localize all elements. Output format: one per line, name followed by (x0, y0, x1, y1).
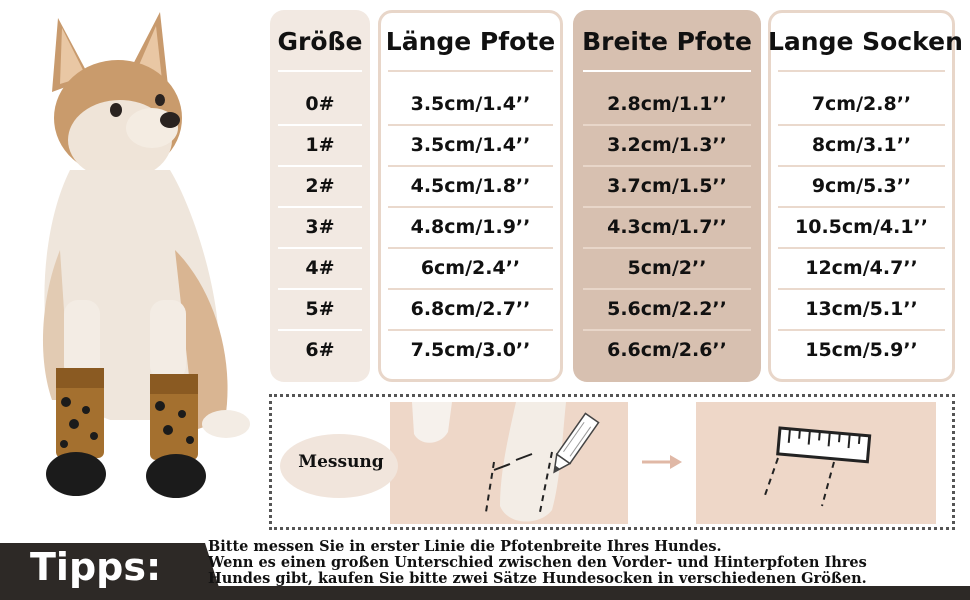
table-cell-length: 6cm/2.4’’ (420, 257, 521, 279)
table-cell-length: 6.8cm/2.7’’ (410, 298, 531, 320)
table-cell-size: 0# (305, 93, 335, 115)
table-cell-sock: 7cm/2.8’’ (811, 93, 912, 115)
dog-eye-right (155, 94, 165, 106)
header-paw-width: Breite Pfote (582, 27, 752, 56)
bottom-rule (200, 586, 970, 600)
dog-photo (0, 0, 265, 510)
divider (778, 70, 945, 72)
measurement-label: Messung (298, 452, 384, 472)
table-cell-width: 3.7cm/1.5’’ (607, 175, 727, 197)
header-size: Größe (277, 27, 363, 56)
divider (278, 70, 362, 72)
table-cell-width: 4.3cm/1.7’’ (607, 216, 727, 238)
sock-left-icon (56, 368, 104, 458)
dog-illustration (0, 0, 265, 510)
table-cell-size: 2# (305, 175, 335, 197)
header-sock-length: Lange Socken (768, 27, 963, 56)
dog-eye-left (110, 103, 122, 117)
table-cell-sock: 10.5cm/4.1’’ (795, 216, 928, 238)
table-cell-sock: 12cm/4.7’’ (805, 257, 918, 279)
table-cell-width: 5.6cm/2.2’’ (607, 298, 727, 320)
table-cell-width: 2.8cm/1.1’’ (607, 93, 727, 115)
boot-left-icon (46, 452, 106, 496)
table-cell-sock: 15cm/5.9’’ (805, 339, 918, 361)
table-cell-width: 3.2cm/1.3’’ (607, 134, 727, 156)
ruler-measure-image (696, 402, 936, 524)
table-cell-size: 4# (305, 257, 335, 279)
header-paw-length: Länge Pfote (385, 27, 556, 56)
tip-line-3: Hundes gibt, kaufen Sie bitte zwei Sätze Hundesocken in verschiedenen Größen. (208, 570, 867, 587)
table-cell-length: 4.8cm/1.9’’ (410, 216, 531, 238)
dog-nose (160, 112, 180, 128)
divider (388, 70, 553, 72)
tips-title: Tipps: (30, 545, 162, 589)
table-cell-size: 1# (305, 134, 335, 156)
ruler-icon (778, 428, 870, 462)
table-cell-width: 6.6cm/2.6’’ (607, 339, 727, 361)
divider (583, 70, 751, 72)
arrow-right-icon (640, 452, 684, 472)
table-cell-sock: 9cm/5.3’’ (811, 175, 912, 197)
table-cell-sock: 8cm/3.1’’ (811, 134, 912, 156)
boot-right-icon (146, 454, 206, 498)
measuring-paw-image (390, 402, 628, 524)
table-cell-length: 3.5cm/1.4’’ (410, 134, 531, 156)
table-cell-length: 7.5cm/3.0’’ (410, 339, 531, 361)
table-cell-length: 4.5cm/1.8’’ (410, 175, 531, 197)
tip-line-2: Wenn es einen großen Unterschied zwischen den Vorder- und Hinterpfoten Ihres (208, 554, 867, 571)
table-cell-size: 5# (305, 298, 335, 320)
table-cell-size: 6# (305, 339, 335, 361)
sock-right-icon (150, 374, 198, 460)
tip-line-1: Bitte messen Sie in erster Linie die Pfotenbreite Ihres Hundes. (208, 538, 722, 555)
table-cell-width: 5cm/2’’ (627, 257, 707, 279)
table-cell-size: 3# (305, 216, 335, 238)
table-cell-sock: 13cm/5.1’’ (805, 298, 918, 320)
table-cell-length: 3.5cm/1.4’’ (410, 93, 531, 115)
